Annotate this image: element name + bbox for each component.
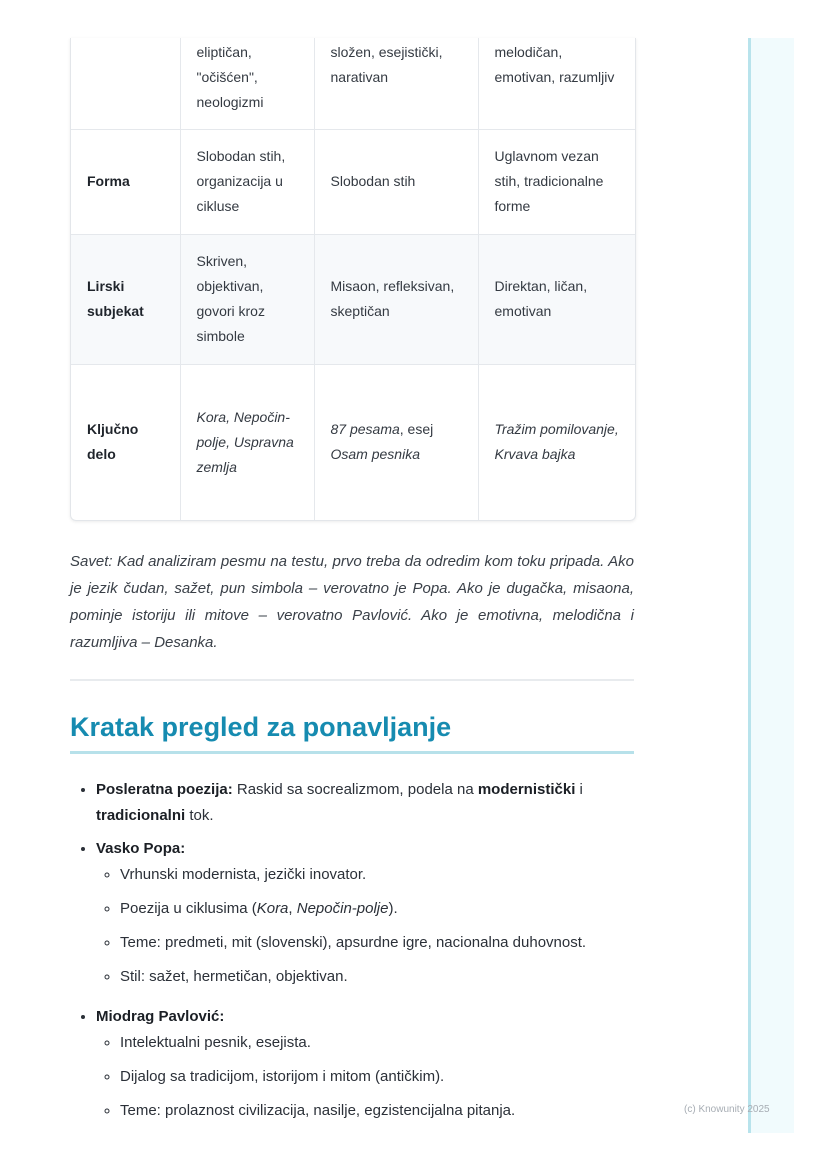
list-item-label: Vasko Popa: [96, 840, 186, 857]
pavlovic-cell: Misaon, refleksivan, skeptičan [314, 234, 478, 364]
popa-cell: Kora, Nepočin-polje, Uspravna zemlja [180, 364, 314, 520]
sub-list-text: ). [388, 900, 398, 917]
pavlovic-cell: Slobodan stih [314, 129, 478, 234]
popa-cell: Skriven, objektivan, govori kroz simbole [180, 234, 314, 364]
pavlovic-cell: složen, esejistički, narativan [314, 38, 478, 129]
pavlovic-work-normal: , esej [399, 421, 434, 437]
sub-list-item: ◦ Teme: prolaznost civilizacija, nasilje, egzistencijalna pitanja. [120, 1098, 660, 1124]
sub-list-item: ◦ Stil: sažet, hermetičan, objektivan. [120, 964, 660, 990]
sub-list-item: ◦ Vrhunski modernista, jezički inovator. [120, 862, 660, 888]
list-item [96, 836, 660, 990]
desanka-cell: Tražim pomilovanje, Krvava bajka [478, 364, 635, 520]
list-item-label: Miodrag Pavlović: [96, 1008, 225, 1025]
table-row [71, 38, 635, 129]
section-heading: Kratak pregled za ponavljanje [70, 712, 634, 754]
table-row [71, 234, 635, 364]
row-header-cell: Forma [71, 129, 180, 234]
popa-cell: eliptičan, "očišćen", neologizmi [180, 38, 314, 129]
list-item-bold: tradicionalni [96, 807, 186, 824]
list-item-label: Posleratna poezija: [96, 781, 233, 798]
study-tip: Savet: Kad analiziram pesmu na testu, prvo treba da odredim kom toku pripada. Ako je jezik čudan, sažet, pun simbola – verovatno je Popa. Ako je dugačka, misaona, pominje istoriju ili mitove – verovatno Pavlović. Ako je emotivna, melodična i razumljiva – Desanka. [70, 553, 634, 651]
table-row [71, 364, 635, 520]
pavlovic-work-italic-2: Osam pesnika [330, 446, 420, 462]
sub-list [96, 862, 660, 990]
desanka-cell: Uglavnom vezan stih, tradicionalne forme [478, 129, 635, 234]
desanka-cell: melodičan, emotivan, razumljiv [478, 38, 635, 129]
sub-list-text: Poezija u ciklusima ( [120, 900, 257, 917]
sub-list-text: , [288, 900, 297, 917]
sub-list-item: ◦ Intelektualni pesnik, esejista. [120, 1030, 660, 1056]
sub-list-item: ◦ Dijalog sa tradicijom, istorijom i mitom (antičkim). [120, 1064, 660, 1090]
row-header-cell: Ključno delo [71, 364, 180, 520]
section-divider [70, 679, 634, 681]
row-header-cell [71, 38, 180, 129]
desanka-cell: Direktan, ličan, emotivan [478, 234, 635, 364]
sub-list-item: ◦ Teme: predmeti, mit (slovenski), apsurdne igre, nacionalna duhovnost. [120, 930, 660, 956]
list-item [96, 777, 660, 829]
sub-list-item [120, 896, 660, 922]
list-item-text: tok. [185, 807, 214, 824]
copyright-note: (c) Knowunity 2025 [684, 1104, 770, 1115]
summary-list [70, 777, 660, 1132]
list-item-bold: modernistički [477, 781, 576, 798]
sub-list-italic: Nepočin-polje [296, 900, 389, 917]
row-header-cell: Lirski subjekat [71, 234, 180, 364]
table-row [71, 129, 635, 234]
comparison-table [70, 38, 636, 521]
pavlovic-cell [314, 364, 478, 520]
popa-cell: Slobodan stih, organizacija u cikluse [180, 129, 314, 234]
list-item-text: i [575, 781, 583, 798]
sub-list [96, 1030, 660, 1124]
list-item [96, 1004, 660, 1124]
pavlovic-work-italic: 87 pesama [330, 421, 400, 437]
list-item-text: Raskid sa socrealizmom, podela na [232, 781, 478, 798]
comparison-table-grid [71, 38, 635, 521]
side-panel [748, 38, 794, 1133]
sub-list-italic: Kora [256, 900, 289, 917]
